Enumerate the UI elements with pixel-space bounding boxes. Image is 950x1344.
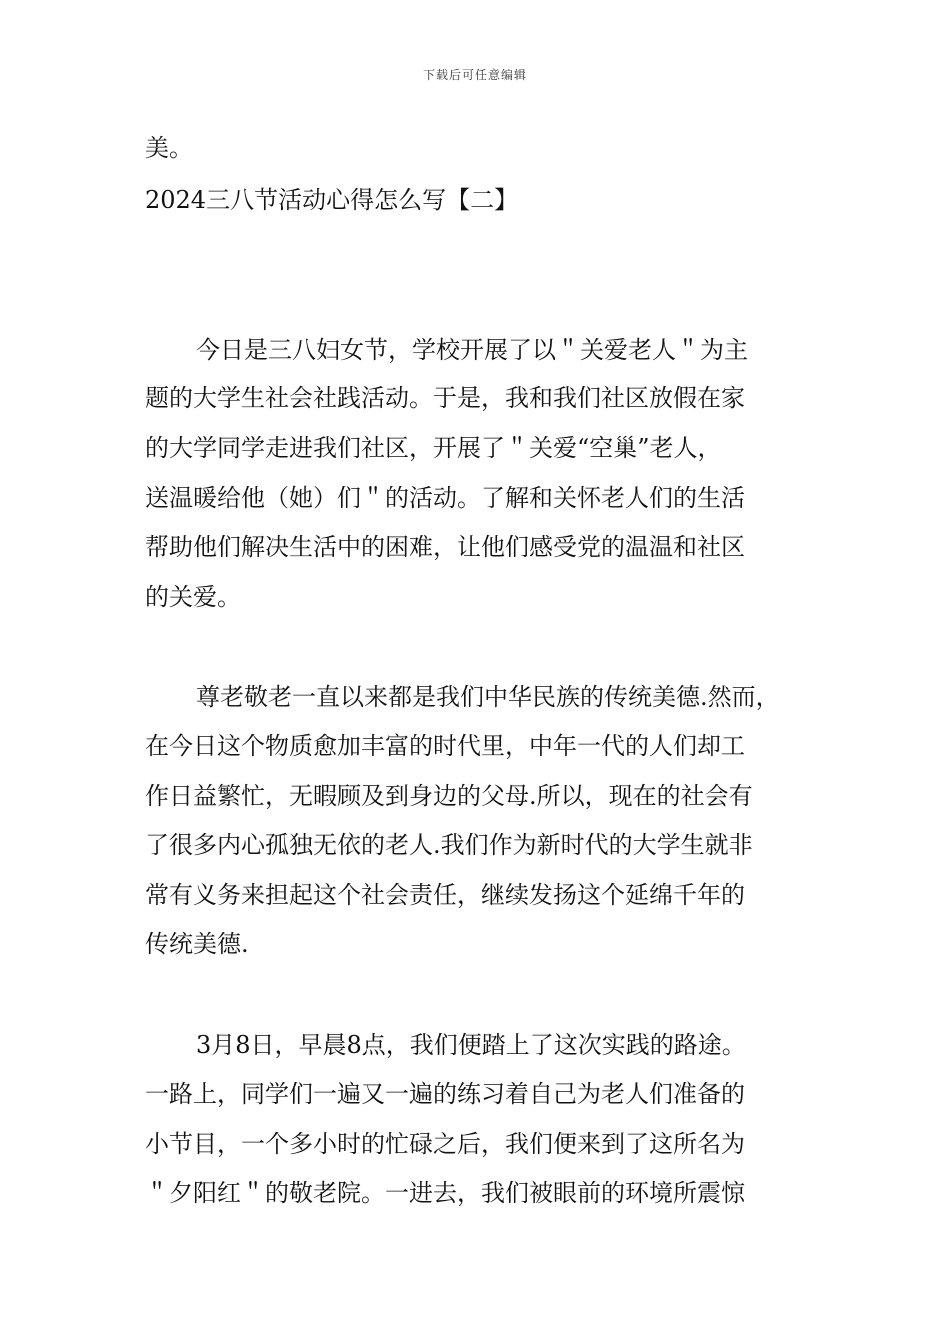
page-header-note: 下载后可任意编辑	[422, 68, 527, 82]
text-line: 的大学同学走进我们社区，开展了＂关爱“空巢”老人，	[145, 434, 722, 462]
text-line: 今日是三八妇女节，学校开展了以＂关爱老人＂为主	[196, 336, 748, 364]
text-line: 题的大学生社会社践活动。于是，我和我们社区放假在家	[145, 384, 745, 412]
text-line: 在今日这个物质愈加丰富的时代里，中年一代的人们却工	[145, 732, 745, 760]
text-line: 传统美德.	[145, 930, 249, 958]
text-line: 小节目，一个多小时的忙碌之后，我们便来到了这所名为	[145, 1130, 745, 1158]
section-heading: 2024三八节活动心得怎么写【二】	[145, 186, 519, 214]
text-line: 送温暖给他（她）们＂的活动。了解和关怀老人们的生活	[145, 484, 745, 512]
text-line: 了很多内心孤独无依的老人.我们作为新时代的大学生就非	[145, 831, 753, 859]
text-line: 一路上，同学们一遍又一遍的练习着自己为老人们准备的	[145, 1080, 745, 1108]
text-line: ＂夕阳红＂的敬老院。一进去，我们被眼前的环境所震惊	[145, 1179, 745, 1207]
text-line: 的关爱。	[145, 583, 241, 611]
text-line: 作日益繁忙，无暇顾及到身边的父母.所以，现在的社会有	[145, 782, 753, 810]
text-line: 尊老敬老一直以来都是我们中华民族的传统美德.然而，	[196, 683, 780, 711]
text-line: 美。	[145, 134, 193, 162]
text-line: 帮助他们解决生活中的困难，让他们感受党的温温和社区	[145, 533, 745, 561]
text-line: 3月8日，早晨8点，我们便踏上了这次实践的路途。	[196, 1031, 746, 1059]
text-line: 常有义务来担起这个社会责任，继续发扬这个延绵千年的	[145, 881, 745, 909]
